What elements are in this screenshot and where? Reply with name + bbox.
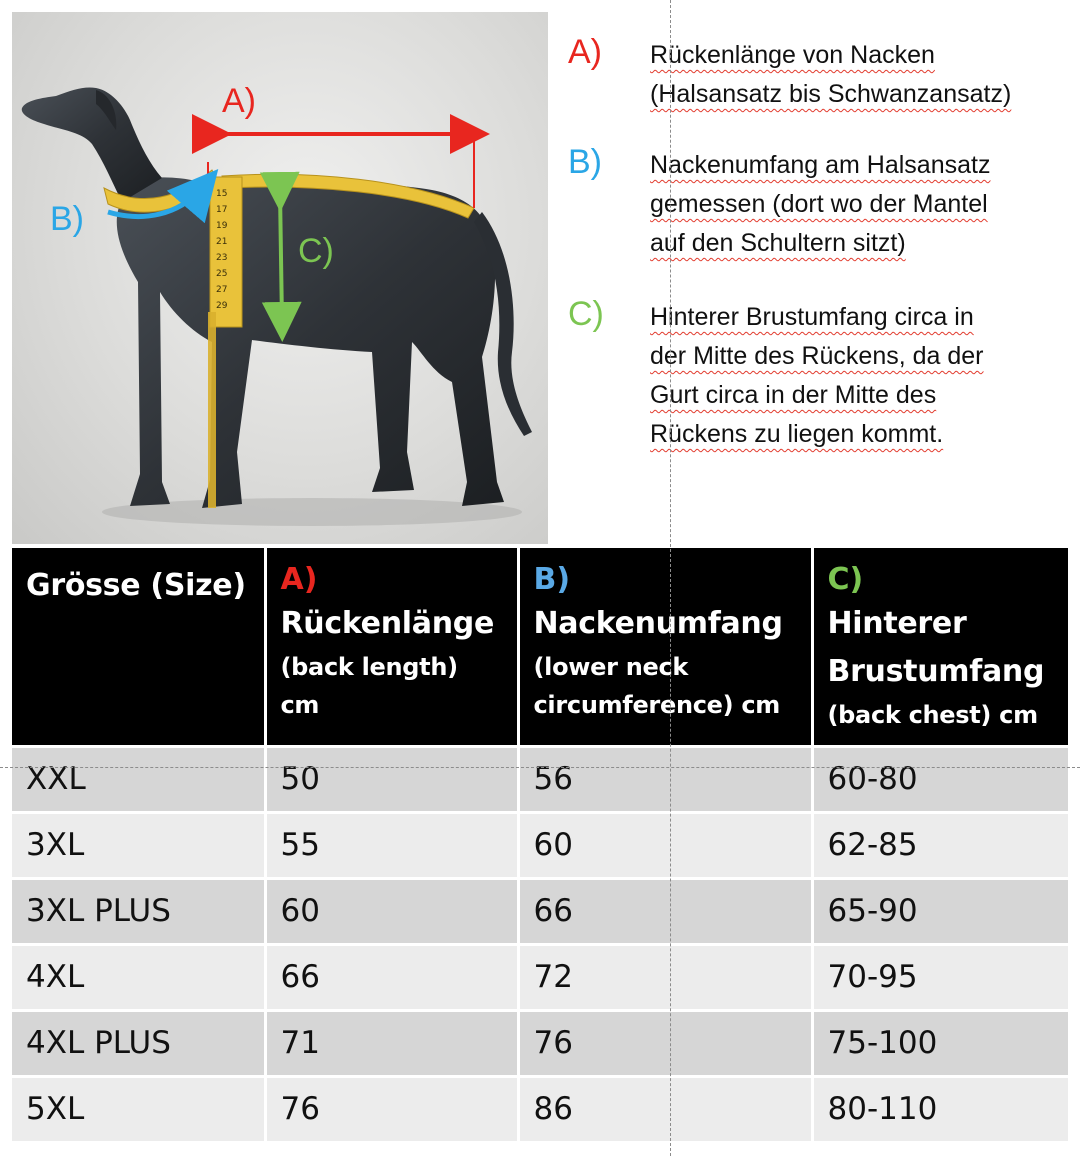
cell-size: XXL: [12, 746, 265, 812]
cell-size: 4XL PLUS: [12, 1010, 265, 1076]
legend-description: [650, 146, 1070, 263]
legend-line: Gurt circa in der Mitte des: [650, 381, 937, 409]
cell-chest: 60-80: [812, 746, 1068, 812]
cell-size: 3XL PLUS: [12, 878, 265, 944]
table-row: [12, 746, 1068, 812]
chest-arrow: [280, 192, 282, 322]
legend-line: Rückenlänge von Nacken: [650, 41, 935, 69]
vertical-guide-line: [670, 0, 671, 1156]
cell-neck: 60: [518, 812, 812, 878]
cell-chest: 75-100: [812, 1010, 1068, 1076]
tape-number: 23: [216, 253, 228, 263]
legend-description: [650, 298, 1070, 454]
cell-neck: 56: [518, 746, 812, 812]
legend-description: [650, 36, 1070, 114]
legend-line: (Halsansatz bis Schwanzansatz): [650, 80, 1012, 108]
cell-back-length: 60: [265, 878, 518, 944]
header-subtitle: (back length) cm: [280, 653, 458, 719]
cell-chest: 62-85: [812, 812, 1068, 878]
header-letter: B): [533, 562, 571, 597]
header-chest: [812, 548, 1068, 746]
header-letter: C): [827, 562, 864, 597]
dog-measurement-illustration: [12, 12, 548, 544]
cell-size: 4XL: [12, 944, 265, 1010]
measurement-legend: [568, 30, 1068, 470]
legend-line: der Mitte des Rückens, da der: [650, 342, 984, 370]
cell-back-length: 76: [265, 1076, 518, 1142]
header-back-length: [265, 548, 518, 746]
legend-line: auf den Schultern sitzt): [650, 229, 906, 257]
cell-size: 3XL: [12, 812, 265, 878]
tape-number: 17: [216, 205, 228, 215]
header-title: Grösse (Size): [26, 568, 246, 603]
header-letter: A): [280, 562, 318, 597]
header-size: [12, 548, 265, 746]
tape-number: 25: [216, 269, 228, 279]
table-header-row: [12, 548, 1068, 746]
cell-size: 5XL: [12, 1076, 265, 1142]
label-b: B): [50, 200, 84, 238]
header-subtitle: (lower neck circumference) cm: [533, 653, 780, 719]
label-a: A): [222, 82, 256, 120]
legend-letter: A): [568, 33, 602, 71]
horizontal-guide-line: [0, 767, 1080, 768]
dog-body: [117, 177, 504, 508]
legend-letter: B): [568, 143, 602, 181]
cell-neck: 66: [518, 878, 812, 944]
cell-back-length: 50: [265, 746, 518, 812]
legend-line: Rückens zu liegen kommt.: [650, 420, 944, 448]
cell-neck: 72: [518, 944, 812, 1010]
cell-chest: 65-90: [812, 878, 1068, 944]
table-row: [12, 1076, 1068, 1142]
label-c: C): [298, 232, 334, 270]
cell-chest: 80-110: [812, 1076, 1068, 1142]
header-neck: [518, 548, 812, 746]
dog-head: [22, 87, 162, 202]
cell-back-length: 66: [265, 944, 518, 1010]
tape-number: 15: [216, 189, 228, 199]
legend-letter: C): [568, 295, 604, 333]
table-row: [12, 1010, 1068, 1076]
table-row: [12, 812, 1068, 878]
cell-back-length: 71: [265, 1010, 518, 1076]
size-table: [12, 548, 1068, 1144]
legend-line: Hinterer Brustumfang circa in: [650, 303, 974, 331]
legend-line: Nackenumfang am Halsansatz: [650, 151, 991, 179]
cell-neck: 76: [518, 1010, 812, 1076]
cell-neck: 86: [518, 1076, 812, 1142]
cell-back-length: 55: [265, 812, 518, 878]
header-title: Nackenumfang: [533, 606, 783, 641]
cell-chest: 70-95: [812, 944, 1068, 1010]
tape-number: 27: [216, 285, 228, 295]
tape-number: 29: [216, 301, 228, 311]
table-row: [12, 878, 1068, 944]
table-row: [12, 944, 1068, 1010]
dog-figure: [12, 12, 548, 544]
header-title: Rückenlänge: [280, 606, 494, 641]
tape-number: 21: [216, 237, 228, 247]
tape-number: 19: [216, 221, 228, 231]
header-subtitle: (back chest) cm: [827, 701, 1038, 729]
legend-line: gemessen (dort wo der Mantel: [650, 190, 988, 218]
header-title: Hinterer Brustumfang: [827, 606, 1045, 689]
